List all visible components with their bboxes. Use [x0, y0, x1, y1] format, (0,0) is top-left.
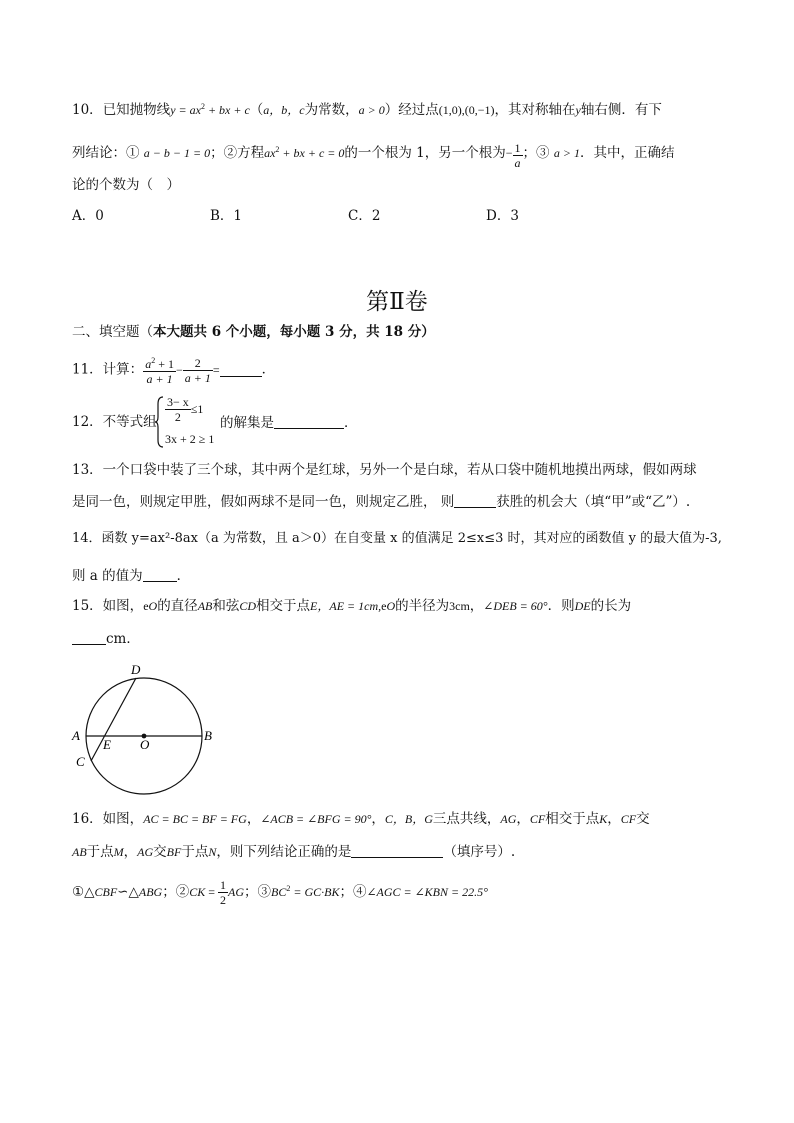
- q13-text: 是同一色，则规定甲胜，假如两球不是同一色，则规定乙胜， 则: [72, 494, 455, 510]
- q16-m: M: [113, 845, 124, 859]
- frac-den: 2: [220, 893, 226, 907]
- q15-unit: cm．: [106, 631, 140, 647]
- q11-answer-blank[interactable]: [220, 364, 262, 377]
- fig-label-b: B: [204, 728, 212, 743]
- fig-label-c: C: [76, 754, 85, 769]
- q10-number: 10．: [72, 102, 103, 118]
- q10-y: y: [575, 103, 581, 117]
- frac-sq: 2: [151, 356, 156, 365]
- q16-eq1: AC = BC = BF = FG: [143, 812, 247, 826]
- q15-text: 15．如图，: [72, 598, 144, 614]
- frac-num: 1: [514, 141, 521, 155]
- q16-text: 于点: [86, 844, 114, 860]
- q12-fraction: [165, 395, 191, 424]
- q12-answer-blank[interactable]: [274, 416, 344, 429]
- q16-text: ，: [607, 811, 621, 827]
- fig-label-e: E: [103, 737, 111, 752]
- q16-bf: BF: [166, 845, 182, 859]
- q15-text: 的长为: [590, 598, 632, 614]
- q10-conclusion-1: a − b − 1 = 0: [143, 146, 211, 160]
- q10-text: ．其中，正确结: [579, 145, 675, 161]
- q15-de: DE: [574, 599, 591, 613]
- q12-row2: 3x + 2 ≥ 1: [165, 432, 215, 446]
- q15-text: 和弦: [212, 598, 240, 614]
- q14-line1: 14．函数 y=ax²-8ax（a 为常数，且 a＞0）在自变量 x 的值满足 2≤x≤3 时，其对应的函数值 y 的最大值为-3,: [72, 531, 722, 546]
- q16-text: ，则下列结论正确的是: [216, 844, 352, 860]
- q15-e: E，: [310, 599, 330, 613]
- q15-figure: [66, 660, 226, 795]
- q14-text: 则 a 的值为: [72, 568, 143, 584]
- frac-den: a + 1: [143, 371, 176, 386]
- q12-rel: ≤1: [190, 402, 204, 416]
- q15-answer-blank[interactable]: [72, 632, 106, 645]
- frac-num: 3− x: [167, 395, 189, 409]
- q15-text: 的半径为: [395, 598, 450, 614]
- q16-fraction: [218, 878, 228, 907]
- q16-text: ∽△: [117, 884, 139, 900]
- q10-option-c: C．2: [348, 208, 381, 224]
- q16-text: ；④: [339, 884, 367, 900]
- q13-line1: 13．一个口袋中装了三个球，其中两个是红球，另外一个是白球，若从口袋中随机地摸出两球，假如两球: [72, 462, 697, 478]
- q10-abc: a，b，c: [263, 103, 305, 117]
- q16-text: ，: [246, 811, 261, 827]
- frac-den: a + 1: [184, 370, 211, 385]
- q16-text: （填序号）.: [443, 844, 516, 860]
- q11-fraction-2: [183, 356, 213, 385]
- q13-answer-blank[interactable]: [454, 495, 496, 508]
- q15-line1: [72, 600, 631, 614]
- q12-end: ．: [344, 415, 358, 431]
- q12-label: 12．不等式组: [72, 414, 157, 430]
- q16-k: K: [599, 812, 608, 826]
- q15-o: O: [386, 599, 396, 613]
- q16-text: 于点: [181, 844, 209, 860]
- q11-fraction-1: [143, 354, 176, 386]
- q15-ab: AB: [197, 599, 213, 613]
- q16-text: ①△: [72, 884, 95, 900]
- q16-ab: AB: [72, 845, 87, 859]
- q10-line3: 论的个数为（ ）: [72, 177, 180, 193]
- q10-equation: ax: [264, 146, 276, 160]
- part2-heading-b: 本大题共 6 个小题，每小题 3 分，共 18 分）: [153, 324, 435, 340]
- q10-conclusion-3: a > 1: [553, 146, 580, 160]
- q10-text: ；③: [522, 145, 550, 161]
- q16-text: 相交于点: [545, 811, 600, 827]
- part2-heading: [72, 326, 435, 340]
- fig-label-o: O: [140, 737, 150, 752]
- q16-line3: [72, 878, 488, 907]
- q16-text: 交: [636, 811, 650, 827]
- q11-equals: =: [212, 363, 220, 377]
- q16-text: 三点共线，: [432, 811, 501, 827]
- q15-text: ，: [469, 598, 484, 614]
- fig-chord-cd: [91, 678, 136, 761]
- q16-eq: =: [205, 885, 218, 899]
- q13-text: 获胜的机会大（填“甲”或“乙”）.: [496, 494, 691, 510]
- q10-text: 已知抛物线: [102, 102, 171, 118]
- q10-text: ）经过点: [384, 102, 439, 118]
- q16-ck: CK: [189, 885, 206, 899]
- frac-num: [143, 354, 176, 371]
- q16-answer-blank[interactable]: [351, 845, 443, 858]
- frac-den: a: [514, 156, 521, 170]
- q10-text: 轴右侧．有下: [580, 102, 662, 118]
- q15-text: 相交于点: [256, 598, 311, 614]
- q10-parabola-rest: + bx + c: [204, 103, 250, 117]
- q11-end: ．: [261, 361, 276, 378]
- q10-option-a: A．0: [72, 208, 104, 224]
- q10-equation-rest: + bx + c = 0: [279, 146, 345, 160]
- q11-minus: −: [175, 363, 183, 377]
- q16-bc: BC: [271, 885, 287, 899]
- q16-line2: [72, 845, 515, 860]
- q14-answer-blank[interactable]: [143, 569, 177, 582]
- q12-brace: [155, 396, 165, 448]
- section-title: 第Ⅱ卷: [366, 289, 428, 315]
- q16-n: N: [208, 845, 217, 859]
- q10-text: （: [249, 102, 264, 118]
- fig-label-a: A: [72, 728, 80, 743]
- q10-sq: 2: [200, 102, 205, 111]
- q15-text: 的直径: [157, 598, 198, 614]
- frac-num: 2: [194, 355, 201, 370]
- part2-heading-a: 二、填空题（: [72, 324, 153, 340]
- q12-row1: [165, 395, 203, 424]
- q10-line2: [72, 141, 674, 170]
- q16-text: ，: [123, 844, 138, 860]
- q10-text: 的一个根为 1，另一个根为: [344, 145, 506, 161]
- q16-cbf: CBF: [94, 885, 118, 899]
- q10-parabola: y = ax: [170, 103, 201, 117]
- q15-text: ．则: [547, 598, 575, 614]
- q16-eq2: ∠ACB = ∠BFG = 90°: [260, 812, 372, 826]
- q16-points: C，B，G: [384, 812, 433, 826]
- q16-text: ，: [516, 811, 530, 827]
- q16-ag: AG: [500, 812, 517, 826]
- q16-sq: 2: [286, 884, 291, 893]
- q15-ae: AE = 1cm,: [329, 599, 382, 613]
- q16-ag: AG: [228, 885, 244, 899]
- q16-line1: [72, 813, 650, 827]
- q15-o: O: [148, 599, 158, 613]
- q11-text: 11．计算：: [72, 361, 144, 378]
- q15-cd: CD: [239, 599, 257, 613]
- q16-angles: ∠AGC = ∠KBN = 22.5°: [366, 885, 488, 899]
- q10-points: (1,0),(0,−1): [438, 103, 495, 117]
- q16-text: ；②: [162, 884, 190, 900]
- q16-gcbk: = GC·BK: [290, 885, 340, 899]
- q13-line2: [72, 495, 690, 510]
- q10-fraction: [513, 141, 523, 170]
- fig-label-d: D: [131, 662, 141, 677]
- q10-text: ，其对称轴在: [494, 102, 576, 118]
- q10-option-d: D．3: [486, 208, 519, 224]
- q16-text: ；③: [244, 884, 271, 900]
- q10-minus: −: [505, 146, 513, 160]
- q16-text: 16．如图，: [72, 811, 144, 827]
- q16-cf: CF: [620, 812, 637, 826]
- q15-radius: 3cm: [449, 599, 470, 613]
- q10-text: 为常数，: [304, 102, 359, 118]
- q14-line2: [72, 569, 190, 584]
- q15-angle: ∠DEB = 60°: [483, 599, 548, 613]
- q12-text: 的解集是: [220, 415, 274, 431]
- frac-num-b: + 1: [155, 357, 174, 371]
- q16-ag: AG: [137, 845, 154, 859]
- q14-end: ．: [176, 568, 191, 584]
- q15-circle-symbol: e: [143, 599, 149, 613]
- frac-den: 2: [165, 409, 191, 424]
- q12-tail: [220, 416, 358, 431]
- q10-sq2: 2: [275, 145, 280, 154]
- q16-text: ，: [371, 811, 385, 827]
- q10-text: ；②方程: [210, 145, 265, 161]
- q10-cond: a > 0: [358, 103, 385, 117]
- q16-abg: ABG: [138, 885, 163, 899]
- q16-text: 交: [153, 844, 167, 860]
- q10-text: 列结论：①: [72, 145, 140, 161]
- q15-circle-symbol: e: [381, 599, 387, 613]
- q10-option-b: B．1: [210, 208, 243, 224]
- q10-line1: [72, 103, 662, 118]
- frac-num-a: a: [145, 357, 152, 371]
- frac-num: 1: [220, 878, 226, 892]
- q16-cf: CF: [529, 812, 546, 826]
- q11: [72, 354, 275, 386]
- q15-line2: [72, 632, 140, 647]
